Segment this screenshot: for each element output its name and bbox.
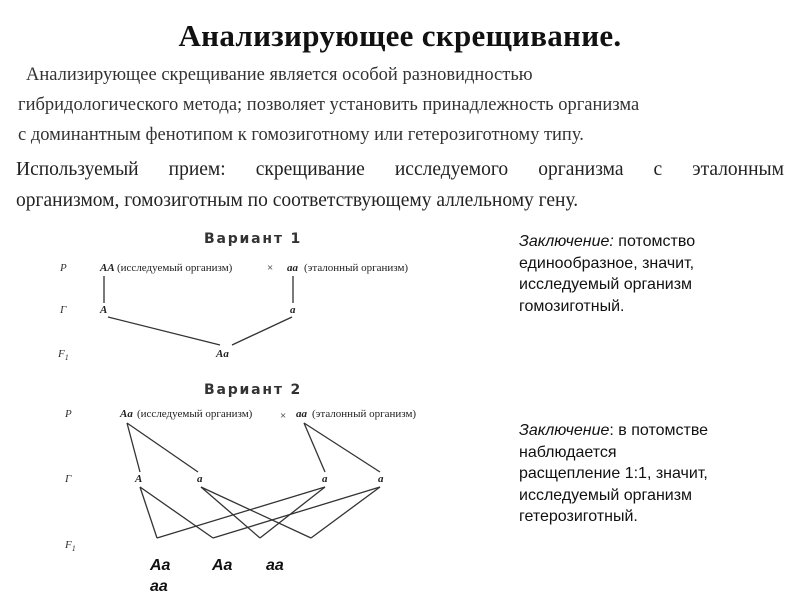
conclusion-text: гетерозиготный. bbox=[519, 508, 638, 525]
v2-gamete: A bbox=[135, 473, 143, 485]
row-label-p: P bbox=[65, 408, 72, 420]
v2-line-g3-off3 bbox=[260, 487, 325, 538]
intro-line: с доминантным фенотипом к гомозиготному или гетерозиготному типу. bbox=[18, 125, 584, 145]
conclusion-heterozygous bbox=[519, 420, 779, 528]
conclusion-text: потомство bbox=[613, 233, 696, 250]
conclusion-text: наблюдается bbox=[519, 443, 617, 461]
conclusion-text: : в потомстве bbox=[609, 422, 709, 439]
v2-line-A-off1 bbox=[140, 487, 157, 538]
row-label-p: P bbox=[60, 262, 67, 274]
v2-gamete: a bbox=[197, 473, 203, 485]
v1-line-gamete2-offspring bbox=[232, 317, 292, 345]
v2-line-A-off2 bbox=[140, 487, 213, 538]
v2-offspring: Aa bbox=[212, 557, 233, 574]
v2-line-g4-off2 bbox=[213, 487, 380, 538]
v1-parent1-genotype: AA bbox=[100, 262, 115, 274]
v2-offspring: aa bbox=[150, 578, 168, 595]
v1-parent2-genotype: aa bbox=[287, 262, 298, 274]
v2-line-p2-gamete2 bbox=[304, 423, 380, 472]
conclusion-text: исследуемый организм bbox=[519, 276, 693, 293]
intro-line: гибридологического метода; позволяет установить принадлежность организма bbox=[18, 95, 640, 115]
v1-cross-sign: × bbox=[267, 262, 274, 274]
variant2-heading: Вариант 2 bbox=[204, 382, 302, 398]
v1-gamete-a-recessive: a bbox=[290, 304, 296, 316]
method-line: Используемый прием: скрещивание исследуемого организма с эталонным bbox=[16, 159, 784, 180]
row-label-f bbox=[57, 348, 69, 362]
row-label-f-sub: 1 bbox=[71, 544, 76, 553]
row-label-f bbox=[64, 539, 76, 553]
conclusion-homozygous bbox=[519, 231, 779, 317]
row-label-f-sub: 1 bbox=[64, 353, 69, 362]
row-label-g: Г bbox=[65, 473, 72, 485]
conclusion-label: Заключение bbox=[519, 422, 610, 439]
v2-parent2-desc: (эталонный организм) bbox=[312, 408, 417, 420]
v1-line-gamete1-offspring bbox=[108, 317, 220, 345]
v1-parent1-desc: (исследуемый организм) bbox=[117, 262, 233, 274]
intro-line: Анализирующее скрещивание является особой разновидностью bbox=[26, 65, 533, 85]
slide-title: Анализирующее скрещивание. bbox=[178, 18, 622, 53]
v2-offspring: aa bbox=[266, 557, 284, 574]
v2-cross-sign: × bbox=[280, 410, 287, 422]
conclusion-text: расщепление 1:1, значит, bbox=[519, 465, 708, 482]
conclusion-text: исследуемый организм bbox=[519, 486, 693, 504]
v2-parent1-desc: (исследуемый организм) bbox=[137, 408, 253, 420]
row-label-f-main: F bbox=[65, 539, 72, 551]
v2-line-a-off3 bbox=[201, 487, 260, 538]
v1-parent2-desc: (эталонный организм) bbox=[304, 262, 409, 274]
v2-gamete: a bbox=[378, 473, 384, 485]
conclusion-label: Заключение: bbox=[519, 233, 614, 250]
v2-gamete: a bbox=[322, 473, 328, 485]
v1-offspring: Aa bbox=[216, 348, 229, 360]
conclusion-text: единообразное, значит, bbox=[519, 254, 695, 272]
method-line: организмом, гомозиготным по соответствующему аллельному гену. bbox=[16, 190, 579, 211]
v2-line-g4-off4 bbox=[311, 487, 380, 538]
v2-line-g3-off1 bbox=[157, 487, 325, 538]
row-label-g: Г bbox=[60, 304, 67, 316]
conclusion-text: гомозиготный. bbox=[519, 297, 625, 315]
variant1-heading: Вариант 1 bbox=[204, 231, 302, 247]
row-label-f-main: F bbox=[58, 348, 65, 360]
v2-parent2-genotype: aa bbox=[296, 408, 307, 420]
v2-offspring: Aa bbox=[150, 557, 171, 574]
v1-gamete-a-dominant: A bbox=[100, 304, 108, 316]
v2-parent1-genotype: Aa bbox=[120, 408, 133, 420]
